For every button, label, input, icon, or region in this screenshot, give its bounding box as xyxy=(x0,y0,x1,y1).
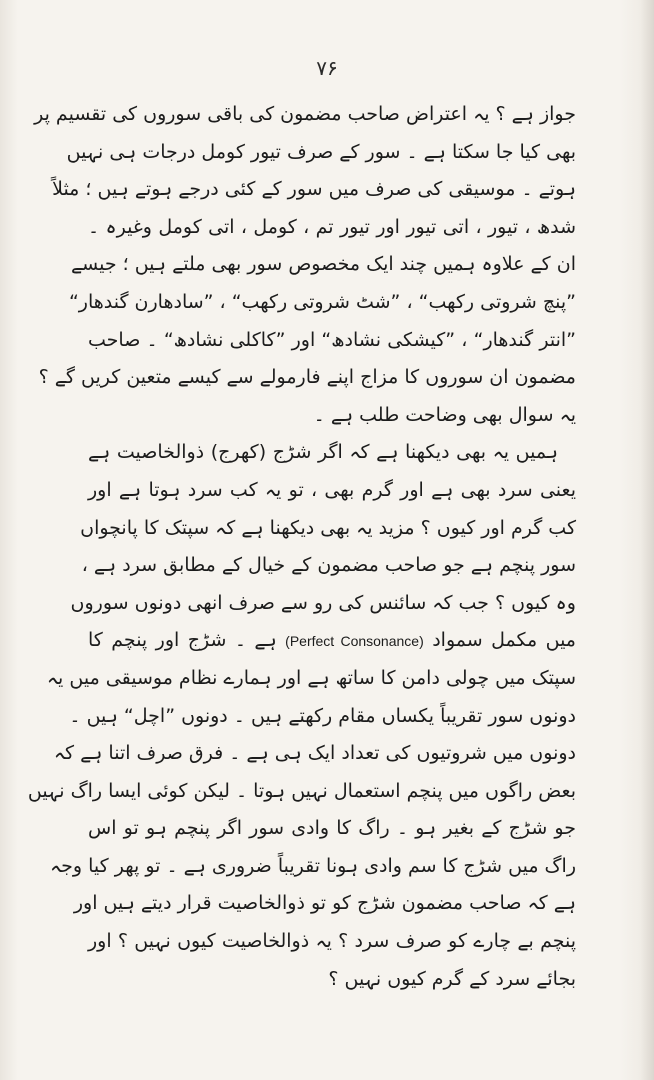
text-line-5: ان کے علاوہ ہمیں چند ایک مخصوص سور بھی ملتے ہیں ؛ جیسے xyxy=(71,253,576,276)
text-line-4: شدھ ، تیور ، اتی تیور اور تیور تم ، کومل ، اتی کومل وغیرہ ۔ xyxy=(88,215,576,238)
text-line-12: کب گرم اور کیوں ؟ مزید یہ بھی دیکھنا ہے کہ سپتک کا پانچواں xyxy=(80,516,576,539)
text-line-15-after: ہے ۔ شڑج اور پنچم کا xyxy=(88,629,277,652)
page-number: ۷۶ xyxy=(316,56,338,80)
text-line-11: یعنی سرد بھی ہے اور گرم بھی ، تو یہ کب سرد ہوتا ہے اور xyxy=(88,478,576,501)
text-line-19: بعض راگوں میں پنچم استعمال نہیں ہوتا ۔ لیکن کوئی ایسا راگ نہیں xyxy=(27,779,576,802)
text-line-3: ہوتے ۔ موسیقی کی صرف میں سور کے کئی درجے ہوتے ہیں ؛ مثلاً xyxy=(52,178,576,201)
text-line-16: سپتک میں چولی دامن کا ساتھ ہے اور ہمارے نظام موسیقی میں یہ xyxy=(46,666,576,689)
text-line-17: دونوں سور تقریباً یکساں مقام رکھتے ہیں ۔ دونوں ”اچل“ ہیں ۔ xyxy=(69,704,576,727)
text-line-14: وہ کیوں ؟ جب کہ سائنس کی رو سے صرف انھی دونوں سوروں xyxy=(70,591,576,614)
text-line-23: پنچم بے چارے کو صرف سرد ؟ یہ ذوالخاصیت کیوں نہیں ؟ اور xyxy=(88,930,576,953)
page-text xyxy=(27,96,576,998)
text-line-6: ”پنچ شروتی رکھب“ ، ”شٹ شروتی رکھب“ ، ”سادھارن گندھار“ xyxy=(68,290,576,313)
text-line-13: سور پنچم ہے جو صاحب مضمون کے خیال کے مطابق سرد ہے ، xyxy=(81,554,576,577)
text-line-24: بجائے سرد کے گرم کیوں نہیں ؟ xyxy=(328,967,576,990)
text-line-8: مضمون ان سوروں کا مزاج اپنے فارمولے سے کیسے متعین کریں گے ؟ xyxy=(38,366,576,389)
text-line-22: ہے کہ صاحب مضمون شڑج کو تو ذوالخاصیت قرار دیتے ہیں اور xyxy=(73,892,576,915)
text-line-21: راگ میں شڑج کا سم وادی ہونا تقریباً ضروری ہے ۔ تو پھر کیا وجہ xyxy=(50,854,576,877)
page-edge-shadow xyxy=(640,0,654,1080)
text-line-15 xyxy=(88,622,576,660)
text-line-2: بھی کیا جا سکتا ہے ۔ سور کے صرف تیور کومل درجات ہی نہیں xyxy=(66,140,576,163)
latin-term: (Perfect Consonance) xyxy=(285,633,424,650)
text-line-20: جو شڑج کے بغیر ہو ۔ راگ کا وادی سور اگر پنچم ہو تو اس xyxy=(88,817,576,840)
text-line-9: یہ سوال بھی وضاحت طلب ہے ۔ xyxy=(313,403,576,426)
text-line-10: ہمیں یہ بھی دیکھنا ہے کہ اگر شڑج (کھرج) ذوالخاصیت ہے xyxy=(88,441,558,464)
text-line-15-before: میں مکمل سمواد xyxy=(432,629,576,652)
text-line-7: ”انتر گندھار“ ، ”کیشکی نشادھ“ اور ”کاکلی نشادھ“ ۔ صاحب xyxy=(88,328,576,351)
text-line-1: جواز ہے ؟ یہ اعتراض صاحب مضمون کی باقی سوروں کی تقسیم پر xyxy=(34,103,576,125)
text-line-18: دونوں میں شروتیوں کی تعداد ایک ہی ہے ۔ فرق صرف اتنا ہے کہ xyxy=(53,742,576,765)
